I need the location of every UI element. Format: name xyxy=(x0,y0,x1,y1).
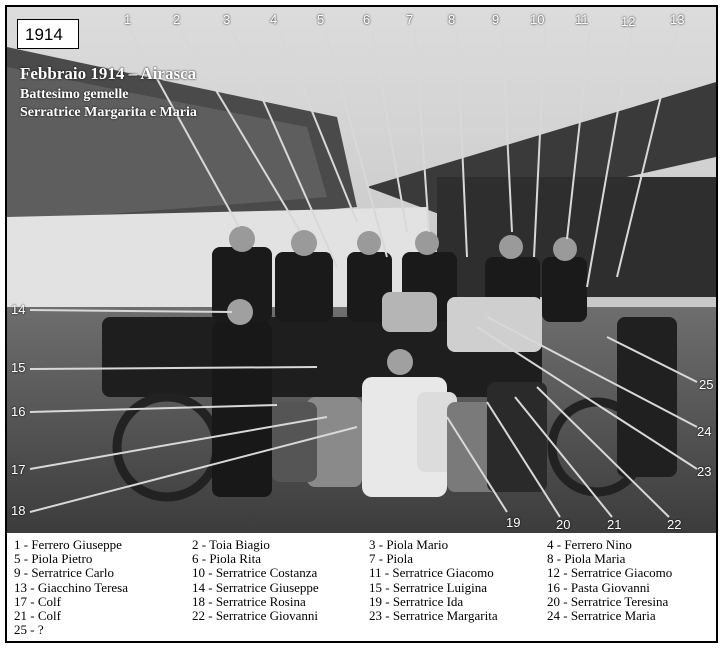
legend-entry: 18 - Serratrice Rosina xyxy=(192,593,306,609)
marker-24: 24 xyxy=(697,424,712,439)
marker-21: 21 xyxy=(607,517,622,532)
photo-subtitle-1: Battesimo gemelle xyxy=(20,87,129,102)
marker-16: 16 xyxy=(11,404,26,419)
caption-legend xyxy=(14,537,714,636)
legend-entry: 16 - Pasta Giovanni xyxy=(547,579,650,595)
legend-row xyxy=(14,594,714,608)
legend-entry: 1 - Ferrero Giuseppe xyxy=(14,537,122,552)
legend-row xyxy=(14,622,714,636)
marker-9: 9 xyxy=(492,12,500,27)
marker-18: 18 xyxy=(11,503,26,518)
legend-entry: 4 - Ferrero Nino xyxy=(547,537,632,552)
legend-entry: 5 - Piola Pietro xyxy=(14,551,93,567)
marker-13: 13 xyxy=(670,12,685,27)
legend-entry: 21 - Colf xyxy=(14,607,61,623)
legend-entry: 12 - Serratrice Giacomo xyxy=(547,565,673,581)
marker-12: 12 xyxy=(621,14,636,29)
legend-entry: 20 - Serratrice Teresina xyxy=(547,593,669,609)
photo-subtitle-2: Serratrice Margarita e Maria xyxy=(20,105,197,120)
marker-5: 5 xyxy=(317,12,325,27)
legend-entry: 7 - Piola xyxy=(369,551,414,567)
marker-10: 10 xyxy=(530,12,545,27)
legend-row xyxy=(14,565,714,579)
legend-row xyxy=(14,537,714,551)
marker-17: 17 xyxy=(11,462,26,477)
marker-20: 20 xyxy=(556,517,571,532)
marker-14: 14 xyxy=(11,302,26,317)
marker-22: 22 xyxy=(667,517,682,532)
legend-entry: 22 - Serratrice Giovanni xyxy=(192,607,318,623)
marker-1: 1 xyxy=(124,12,132,27)
legend-entry: 13 - Giacchino Teresa xyxy=(14,579,128,595)
legend-entry: 2 - Toia Biagio xyxy=(192,537,270,552)
legend-entry: 24 - Serratrice Maria xyxy=(547,607,656,623)
legend-entry: 9 - Serratrice Carlo xyxy=(14,565,114,581)
legend-entry: 17 - Colf xyxy=(14,593,61,609)
legend-entry: 14 - Serratrice Giuseppe xyxy=(192,579,319,595)
legend-entry: 8 - Piola Maria xyxy=(547,551,626,567)
marker-23: 23 xyxy=(697,464,712,479)
marker-11: 11 xyxy=(575,12,589,27)
marker-19: 19 xyxy=(506,515,521,530)
year-label: 1914 xyxy=(17,19,79,49)
legend-entry: 15 - Serratrice Luigina xyxy=(369,579,488,595)
legend-entry: 3 - Piola Mario xyxy=(369,537,449,552)
legend-entry: 25 - ? xyxy=(14,622,44,638)
photo-scene xyxy=(7,7,716,533)
legend-entry: 10 - Serratrice Costanza xyxy=(192,565,318,581)
marker-2: 2 xyxy=(173,12,181,27)
historic-photo xyxy=(7,7,716,533)
marker-7: 7 xyxy=(406,12,414,27)
marker-4: 4 xyxy=(270,12,278,27)
legend-entry: 19 - Serratrice Ida xyxy=(369,593,464,609)
marker-15: 15 xyxy=(11,360,26,375)
marker-8: 8 xyxy=(448,12,456,27)
legend-row xyxy=(14,608,714,622)
legend-row xyxy=(14,551,714,565)
marker-3: 3 xyxy=(223,12,231,27)
legend-entry: 6 - Piola Rita xyxy=(192,551,261,567)
legend-row xyxy=(14,580,714,594)
marker-25: 25 xyxy=(699,377,714,392)
legend-entry: 11 - Serratrice Giacomo xyxy=(369,565,494,581)
legend-entry: 23 - Serratrice Margarita xyxy=(369,607,498,623)
marker-6: 6 xyxy=(363,12,371,27)
photo-title: Febbraio 1914 – Airasca xyxy=(20,64,197,83)
